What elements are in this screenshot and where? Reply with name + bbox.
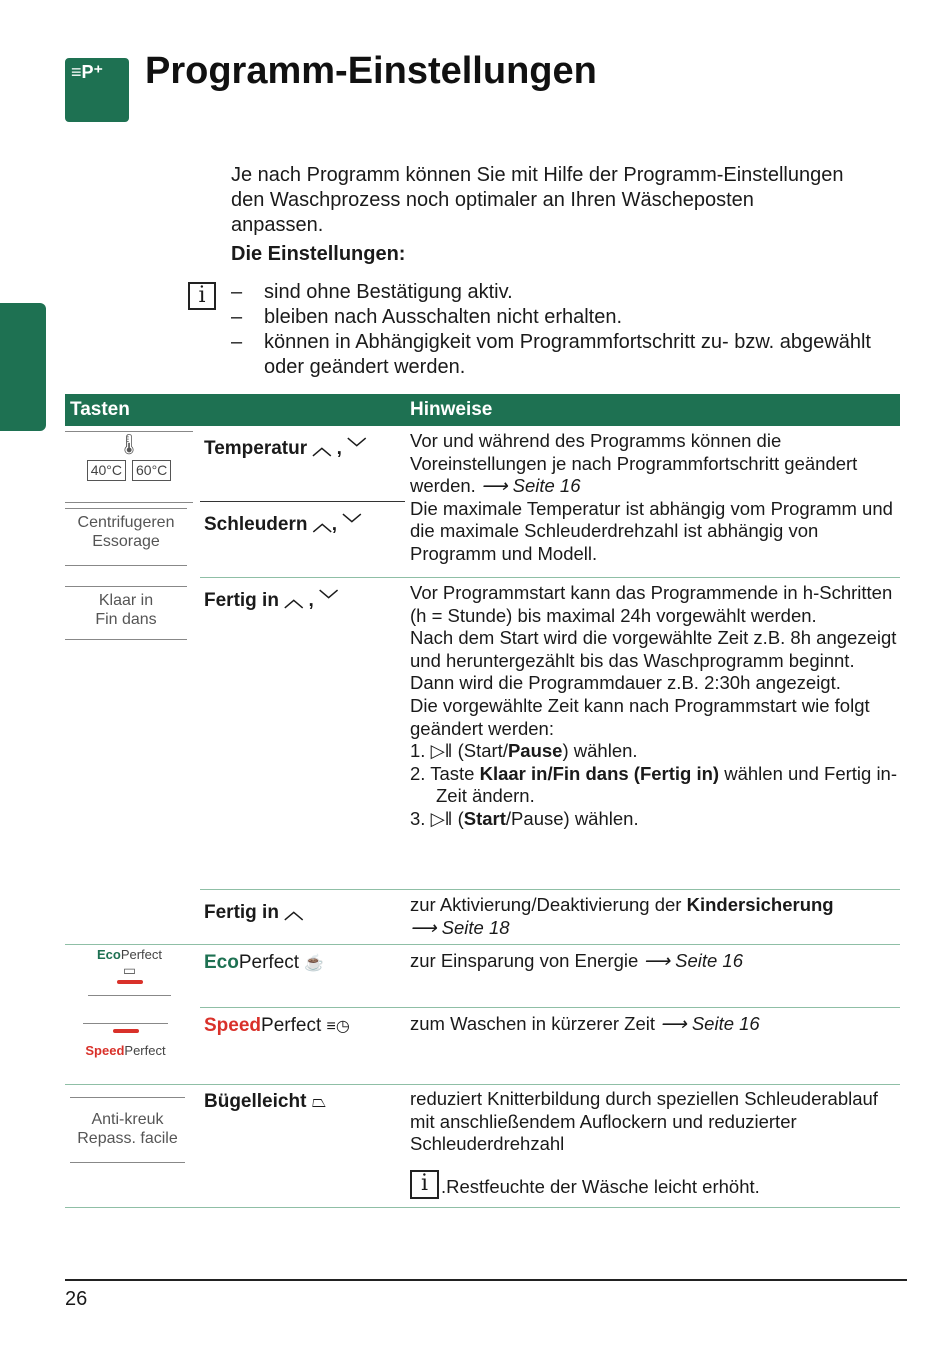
bullet-text: bleiben nach Ausschalten nicht erhalten. [264, 306, 623, 328]
note-text: Die maximale Temperatur ist abhängig vom Programm und die maximale Schleuderdrehzahl ist abhängig von Programm und Modell. [410, 497, 893, 564]
eco-key[interactable] [204, 952, 324, 974]
divider [200, 577, 900, 578]
eco-panel [88, 947, 171, 996]
speed-perfect-icon: ≡◷ [326, 1018, 350, 1035]
speed-note [410, 1013, 900, 1036]
iron-key[interactable] [204, 1091, 326, 1113]
info-icon: i [188, 282, 216, 310]
column-header-keys: Tasten [70, 399, 130, 420]
iron-panel [70, 1097, 185, 1163]
speed-panel-perfect: Perfect [124, 1043, 166, 1058]
speed-key[interactable] [204, 1015, 350, 1037]
finish-panel [65, 586, 187, 640]
childlock-key[interactable] [204, 897, 303, 924]
intro-paragraph: Je nach Programm können Sie mit Hilfe der Programm-Einstellungen den Waschprozess noch optimaler an Ihren Wäscheposten anpassen. [231, 164, 844, 236]
note-text: zur Aktivierung/Deaktivierung der [410, 894, 687, 915]
spin-panel-label: Essorage [92, 533, 160, 550]
note-text: Vor Programmstart kann das Programmende in h-Schritten (h = Stunde) bis maximal 24h vorgewählt werden. [410, 582, 893, 626]
eco-key-perfect: Perfect [238, 952, 300, 973]
eco-button-icon: ▭ [122, 962, 137, 978]
eco-led-indicator [117, 980, 143, 984]
page-number: 26 [65, 1288, 88, 1310]
iron-icon: ⏢ [311, 1091, 327, 1111]
note-text: Vor und während des Programms können die Voreinstellungen je nach Programmfortschritt geändert werden. [410, 430, 858, 497]
bullet-item [231, 305, 881, 330]
list-item [410, 763, 900, 808]
bullet-text: sind ohne Bestätigung aktiv. [264, 281, 513, 303]
page-title: Programm-Einstellungen [145, 50, 597, 92]
step-text: ( [457, 807, 464, 829]
temp-40-box: 40°C [87, 460, 126, 481]
step-bold: Klaar in/Fin dans (Fertig in) [479, 762, 720, 784]
note-text: Nach dem Start wird die vorgewählte Zeit z.B. 8h angezeigt und heruntergezählt bis das Waschprogramm beginnt. Dann wird die Programmdauer z.B. 2:30h angezeigt. [410, 627, 897, 694]
iron-key-label: Bügelleicht [204, 1091, 307, 1112]
bullet-item [231, 280, 881, 305]
list-item [410, 808, 900, 831]
divider [200, 1007, 900, 1008]
column-header-notes: Hinweise [410, 399, 493, 420]
temp-60-box: 60°C [132, 460, 171, 481]
speed-panel-speed: Speed [85, 1043, 125, 1058]
step-text: Taste [430, 762, 480, 784]
start-pause-icon: ▷‖ [430, 740, 453, 762]
finish-key-label: Fertig in [204, 590, 279, 611]
note-text: Die vorgewählte Zeit kann nach Programmstart wie folgt geändert werden: [410, 694, 870, 739]
temperature-note [410, 430, 900, 566]
divider [65, 944, 900, 945]
settings-subheading: Die Einstellungen: [231, 243, 406, 265]
up-down-arrows-icon: ︿ , ﹀ [312, 438, 367, 459]
temperature-key-label: Temperatur [204, 438, 308, 459]
spin-key-label: Schleudern [204, 514, 308, 535]
temperature-panel [65, 431, 193, 503]
finish-panel-label: Fin dans [95, 611, 157, 628]
step-number: 2. [410, 762, 426, 784]
temperature-key[interactable] [204, 433, 366, 460]
speed-key-speed: Speed [204, 1015, 262, 1036]
page-reference[interactable]: ⟶ Seite 16 [660, 1013, 760, 1034]
divider [200, 889, 900, 890]
eco-panel-perfect: Perfect [120, 947, 163, 962]
bullet-dash: – [231, 306, 243, 328]
note-text: zur Einsparung von Energie [410, 950, 639, 971]
page-reference[interactable]: ⟶ Seite 16 [643, 950, 743, 971]
up-down-arrows-icon: ︿ , ﹀ [284, 590, 339, 611]
sidebar-tab-marker [0, 303, 46, 431]
page-reference[interactable]: ⟶ Seite 18 [410, 916, 510, 938]
childlock-key-label: Fertig in [204, 902, 279, 923]
divider [65, 1207, 900, 1208]
finish-panel-label: Klaar in [98, 592, 154, 609]
divider [65, 1084, 900, 1085]
step-bold: Start [463, 807, 506, 829]
step-text: ) wählen. [562, 740, 638, 762]
iron-info-text: .Restfeuchte der Wäsche leicht erhöht. [441, 1176, 760, 1197]
note-bold: Kindersicherung [686, 894, 834, 915]
list-item [410, 740, 900, 763]
eco-panel-eco: Eco [96, 947, 121, 962]
program-settings-icon: ≡P⁺ [71, 62, 104, 82]
settings-bullet-list [231, 280, 881, 380]
eco-key-eco: Eco [204, 952, 239, 973]
page-reference[interactable]: ⟶ Seite 16 [480, 475, 581, 497]
info-icon: i [410, 1170, 439, 1199]
step-text: (Start/ [457, 740, 508, 762]
childlock-note [410, 894, 900, 939]
iron-note: reduziert Knitterbildung durch speziellen Schleuderablauf mit anschließendem Auflockern und reduzierter Schleuderdrehzahl [410, 1088, 878, 1155]
spin-panel [65, 508, 187, 566]
spin-panel-label: Centrifugeren [77, 514, 175, 531]
divider [200, 501, 405, 502]
finish-note [410, 582, 900, 831]
table-header [65, 394, 900, 426]
step-number: 1. [410, 740, 426, 762]
finish-key[interactable] [204, 585, 338, 612]
note-text: zum Waschen in kürzerer Zeit [410, 1013, 656, 1034]
section-badge [65, 58, 129, 122]
speed-led-indicator [113, 1029, 139, 1033]
step-number: 3. [410, 807, 426, 829]
eco-perfect-icon: ☕ [304, 955, 325, 972]
iron-panel-label: Repass. facile [77, 1130, 178, 1147]
up-arrow-icon: ︿ [284, 902, 304, 923]
bullet-dash: – [231, 281, 243, 303]
bullet-item [231, 330, 881, 380]
iron-panel-label: Anti-kreuk [91, 1111, 164, 1128]
eco-note [410, 950, 900, 973]
start-pause-icon: ▷‖ [430, 807, 453, 829]
step-text: /Pause) wählen. [505, 807, 639, 829]
spin-key[interactable] [204, 509, 361, 536]
bullet-dash: – [231, 331, 243, 353]
up-down-arrows-icon: ︿, ﹀ [312, 514, 362, 535]
speed-panel [83, 1023, 168, 1066]
finish-steps-list [410, 740, 900, 830]
footer-rule [65, 1279, 907, 1281]
step-text: wählen und Fertig in-Zeit ändern. [436, 762, 898, 807]
bullet-text: können in Abhängigkeit vom Programmfortschritt zu- bzw. abgewählt oder geändert werden. [264, 331, 871, 378]
thermometer-icon: 🌡︎ [116, 434, 142, 456]
speed-key-perfect: Perfect [261, 1015, 322, 1036]
step-bold: Pause [507, 740, 563, 762]
